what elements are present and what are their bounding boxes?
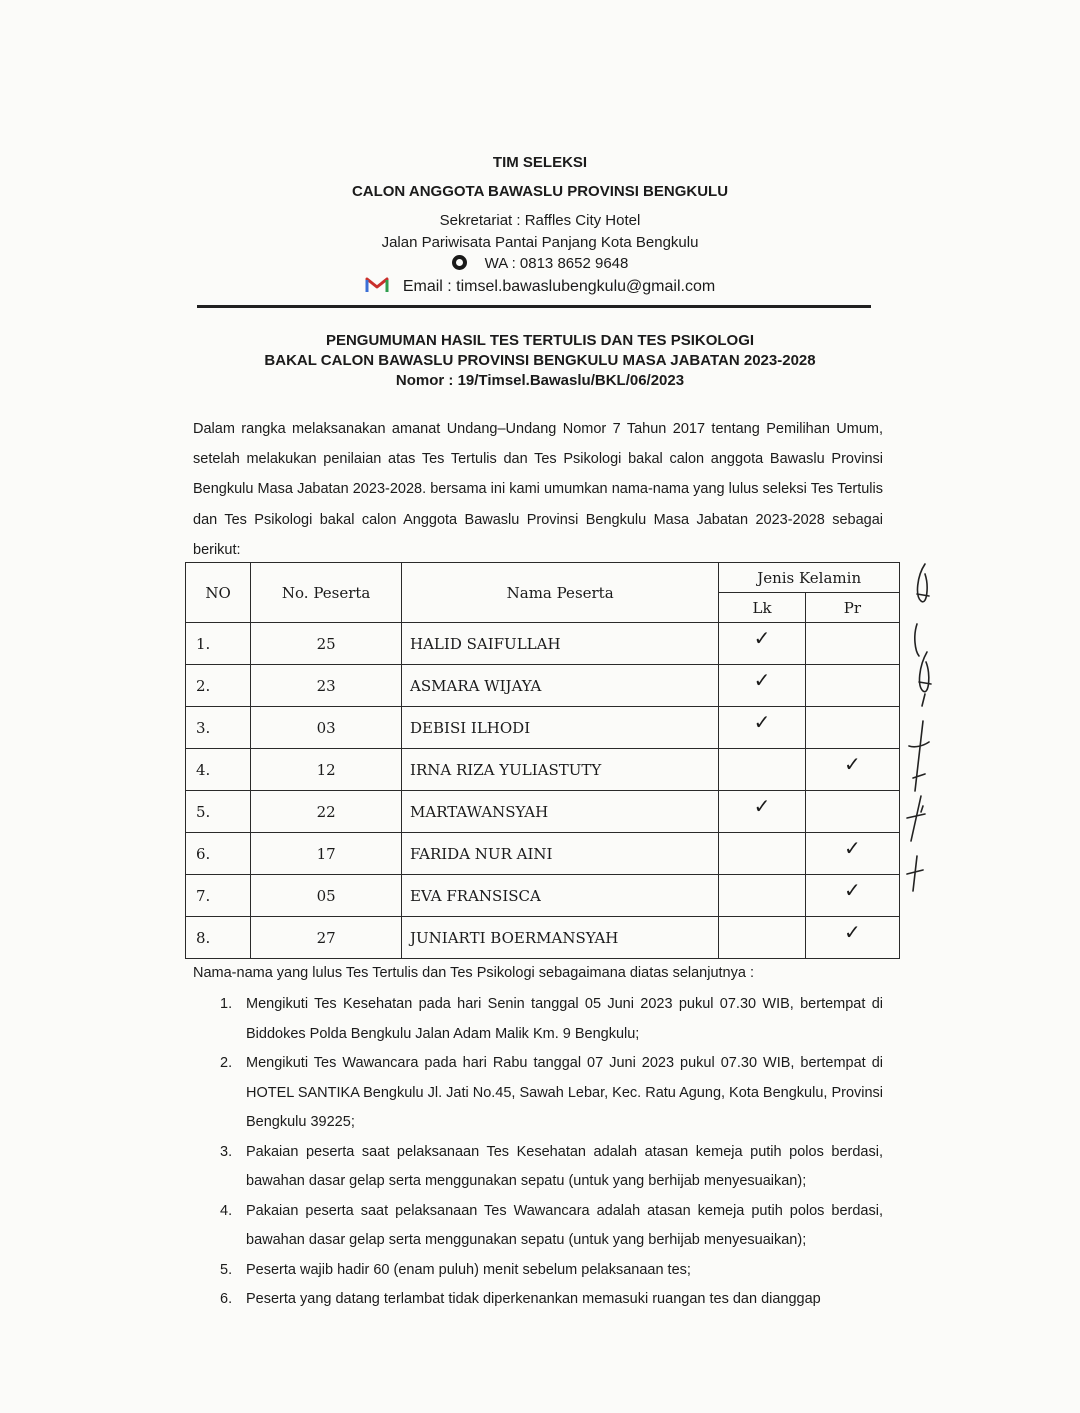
header-lk: Lk (719, 593, 806, 623)
row-participant-number: 23 (251, 665, 402, 707)
table-row (186, 665, 900, 707)
check-mark-icon: ✓ (753, 625, 771, 650)
table-row (186, 791, 900, 833)
list-item (208, 1256, 883, 1286)
intro-paragraph: Dalam rangka melaksanakan amanat Undang–Undang Nomor 7 Tahun 2017 tentang Pemilihan Umum, setelah melakukan penilaian atas Tes Tertulis dan Tes Psikologi bakal calon anggota Bawaslu Provinsi Bengkulu Masa Jabatan 2023-2028. bersama ini kami umumkan nama-nama yang lulus seleksi Tes Tertulis dan Tes Psikologi bakal calon Anggota Bawaslu Provinsi Bengkulu Masa Jabatan 2023-2028 sebagai berikut: (193, 421, 883, 558)
row-pr-check (805, 707, 899, 749)
row-participant-name: ASMARA WIJAYA (402, 665, 719, 707)
row-lk-check (719, 791, 806, 833)
list-item-text: Pakaian peserta saat pelaksanaan Tes Wawancara adalah atasan kemeja putih polos berdasi, bawahan dasar gelap serta menggunakan sepatu (untuk yang berhijab menyesuaikan); (246, 1202, 883, 1248)
row-no: 1. (186, 623, 251, 665)
whatsapp-number: WA : 0813 8652 9648 (484, 255, 629, 272)
list-item-text: Pakaian peserta saat pelaksanaan Tes Kesehatan adalah atasan kemeja putih polos berdasi, bawahan dasar gelap serta menggunakan sepatu (untuk yang berhijab menyesuaikan); (246, 1143, 883, 1189)
row-participant-name: HALID SAIFULLAH (402, 623, 719, 665)
list-item (208, 1049, 883, 1138)
row-participant-name: JUNIARTI BOERMANSYAH (402, 917, 719, 959)
row-pr-check (805, 791, 899, 833)
announcement-number: Nomor : 19/Timsel.Bawaslu/BKL/06/2023 (395, 372, 685, 389)
header-no: NO (186, 563, 251, 623)
check-mark-icon: ✓ (844, 751, 861, 776)
header-participant-number: No. Peserta (251, 563, 402, 623)
row-participant-number: 25 (251, 623, 402, 665)
letterhead-whatsapp (0, 255, 1080, 272)
letterhead-secretariat: Sekretariat : Raffles City Hotel (439, 212, 641, 229)
announcement-title: PENGUMUMAN HASIL TES TERTULIS DAN TES PSIKOLOGI (325, 332, 755, 349)
whatsapp-icon (452, 255, 467, 270)
table-row (186, 917, 900, 959)
list-item (208, 990, 883, 1049)
row-participant-name: IRNA RIZA YULIASTUTY (402, 749, 719, 791)
follow-up-list (208, 990, 883, 1315)
list-item-number: 1. (220, 996, 233, 1012)
participants-table (185, 562, 900, 959)
row-participant-number: 22 (251, 791, 402, 833)
table-row (186, 623, 900, 665)
follow-up-intro: Nama-nama yang lulus Tes Tertulis dan Tes Psikologi sebagaimana diatas selanjutnya : (193, 965, 754, 981)
row-lk-check (719, 623, 806, 665)
row-participant-number: 12 (251, 749, 402, 791)
row-participant-name: DEBISI ILHODI (402, 707, 719, 749)
row-pr-check (805, 917, 899, 959)
row-pr-check (805, 875, 899, 917)
row-pr-check (805, 665, 899, 707)
list-item-number: 4. (220, 1202, 233, 1219)
row-pr-check (805, 833, 899, 875)
row-no: 5. (186, 791, 251, 833)
row-pr-check (805, 623, 899, 665)
letterhead-divider (197, 305, 871, 308)
header-pr: Pr (805, 593, 899, 623)
table-row (186, 833, 900, 875)
header-participant-name: Nama Peserta (402, 563, 719, 623)
row-no: 7. (186, 875, 251, 917)
check-mark-icon: ✓ (753, 709, 771, 734)
row-no: 8. (186, 917, 251, 959)
list-item (208, 1285, 883, 1315)
list-item-text: Mengikuti Tes Wawancara pada hari Rabu tanggal 07 Juni 2023 pukul 07.30 WIB, bertempat di HOTEL SANTIKA Bengkulu Jl. Jati No.45, Sawah Lebar, Kec. Ratu Agung, Kota Bengkulu, Provinsi Bengkulu 39225; (246, 1055, 884, 1130)
list-item-text: Mengikuti Tes Kesehatan pada hari Senin tanggal 05 Juni 2023 pukul 07.30 WIB, bertempat di Biddokes Polda Bengkulu Jalan Adam Malik Km. 9 Bengkulu; (246, 996, 883, 1042)
list-item-number: 2. (220, 1055, 233, 1071)
check-mark-icon: ✓ (753, 793, 771, 818)
row-no: 3. (186, 707, 251, 749)
check-mark-icon: ✓ (844, 919, 861, 944)
row-no: 4. (186, 749, 251, 791)
row-lk-check (719, 917, 806, 959)
row-lk-check (719, 665, 806, 707)
handwritten-signature (895, 556, 955, 896)
table-row (186, 749, 900, 791)
list-item-number: 3. (220, 1143, 233, 1160)
row-lk-check (719, 707, 806, 749)
check-mark-icon: ✓ (844, 877, 861, 902)
email-address: Email : timsel.bawaslubengkulu@gmail.com (402, 278, 716, 295)
row-participant-number: 17 (251, 833, 402, 875)
letterhead-subtitle: CALON ANGGOTA BAWASLU PROVINSI BENGKULU (351, 183, 729, 200)
table-row (186, 707, 900, 749)
row-participant-number: 03 (251, 707, 402, 749)
list-item-number: 5. (220, 1261, 233, 1278)
row-lk-check (719, 749, 806, 791)
list-item-number: 6. (220, 1291, 233, 1307)
letterhead-address: Jalan Pariwisata Pantai Panjang Kota Bengkulu (381, 234, 699, 251)
row-lk-check (719, 875, 806, 917)
row-participant-name: EVA FRANSISCA (402, 875, 719, 917)
row-no: 2. (186, 665, 251, 707)
gmail-icon (365, 277, 389, 293)
row-participant-number: 27 (251, 917, 402, 959)
row-pr-check (805, 749, 899, 791)
list-item (208, 1138, 883, 1197)
check-mark-icon: ✓ (844, 835, 861, 860)
list-item-text: Peserta wajib hadir 60 (enam puluh) menit sebelum pelaksanaan tes; (246, 1261, 691, 1278)
list-item-text: Peserta yang datang terlambat tidak diperkenankan memasuki ruangan tes dan dianggap (246, 1291, 821, 1307)
letterhead-title: TIM SELEKSI (492, 154, 588, 171)
row-lk-check (719, 833, 806, 875)
letterhead-email (0, 277, 1080, 296)
header-gender: Jenis Kelamin (719, 563, 900, 593)
row-participant-name: MARTAWANSYAH (402, 791, 719, 833)
row-participant-name: FARIDA NUR AINI (402, 833, 719, 875)
check-mark-icon: ✓ (753, 667, 771, 692)
announcement-subtitle: BAKAL CALON BAWASLU PROVINSI BENGKULU MASA JABATAN 2023-2028 (264, 352, 816, 369)
table-row (186, 875, 900, 917)
list-item (208, 1197, 883, 1256)
row-no: 6. (186, 833, 251, 875)
row-participant-number: 05 (251, 875, 402, 917)
